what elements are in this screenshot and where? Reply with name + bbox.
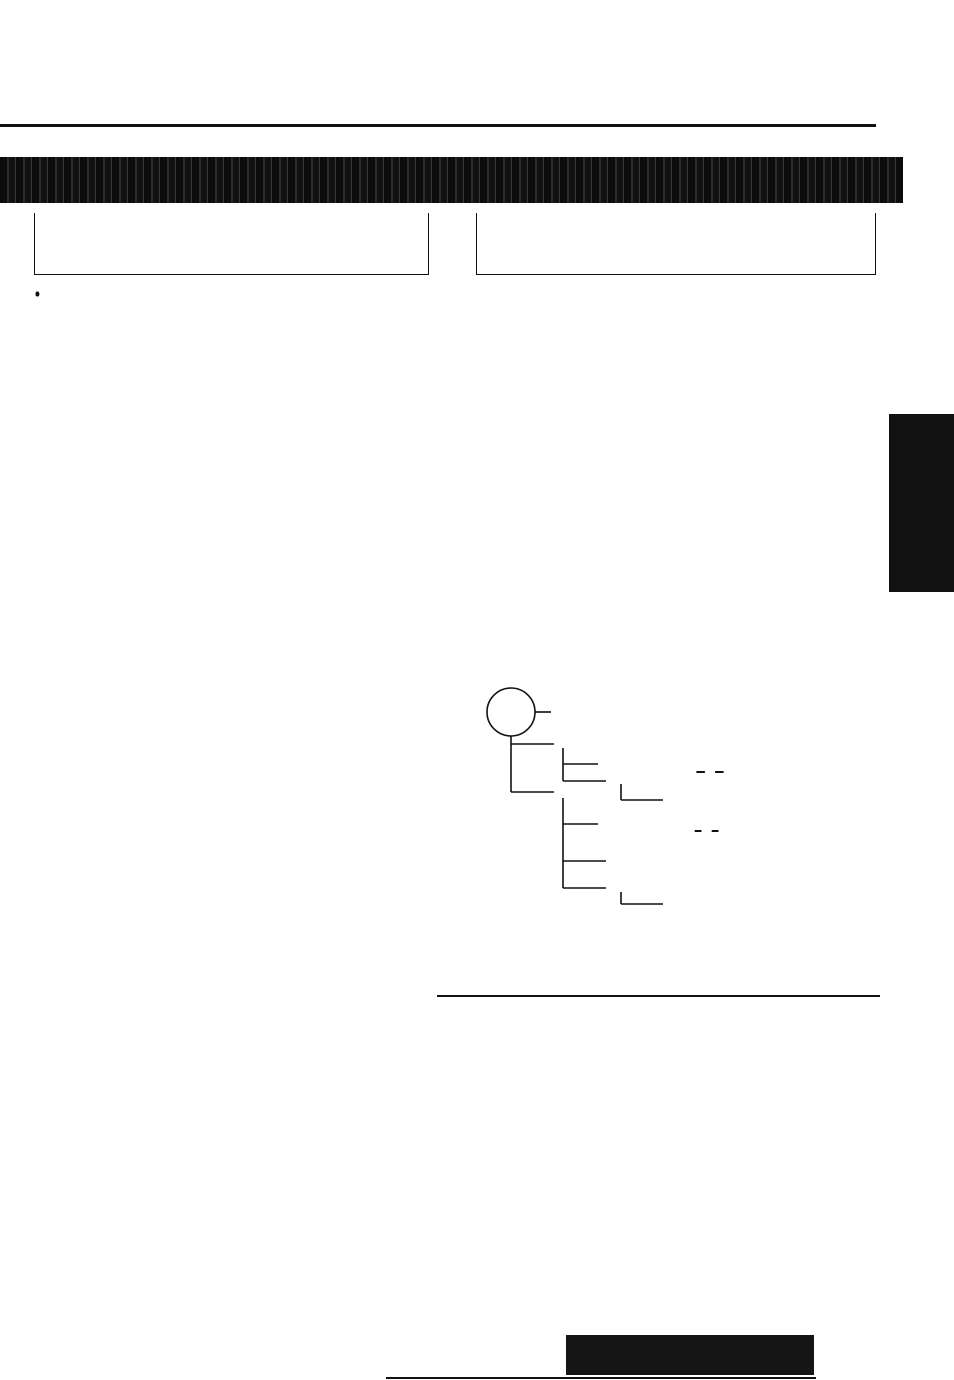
language-side-tab: [889, 414, 954, 592]
footer-model-band: [566, 1335, 814, 1375]
right-column: [481, 281, 881, 282]
file-last-icon: [711, 830, 718, 832]
top-divider: [0, 124, 876, 127]
folder-last-icon: [715, 771, 724, 773]
root-circle: [487, 688, 535, 736]
footer-rule: [386, 1377, 816, 1379]
header-band: [0, 157, 903, 203]
section-divider: [437, 995, 880, 997]
left-column: [35, 283, 435, 303]
folder-selection-text: [693, 761, 723, 777]
file-first-icon: [695, 830, 702, 832]
folder-tree-diagram: [478, 684, 878, 924]
file-selection-text: [693, 820, 718, 836]
folder-first-icon: [696, 771, 705, 773]
right-section-title-box: [476, 213, 876, 275]
left-section-title-box: [34, 213, 429, 275]
